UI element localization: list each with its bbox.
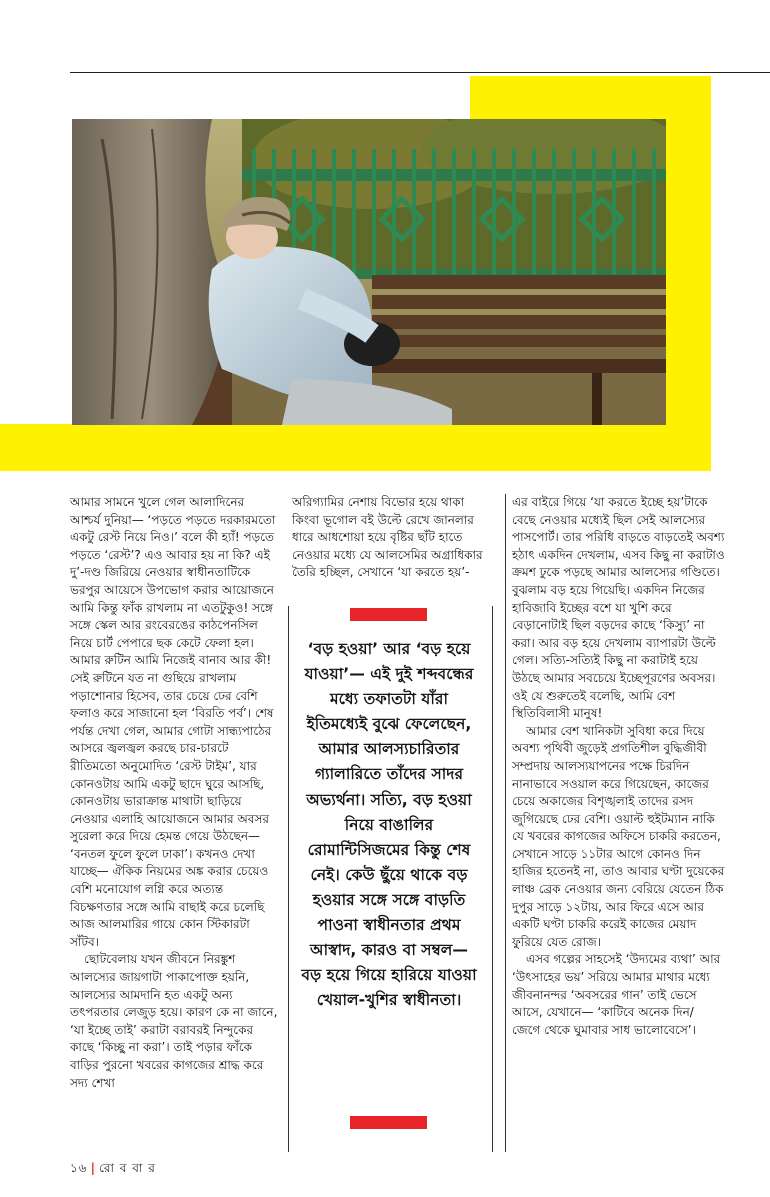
header-rule (70, 72, 770, 73)
paragraph: এর বাইরে গিয়ে ‘যা করতে ইচ্ছে হয়’টাকে বেছে নেওয়ার মধ্যেই ছিল সেই আলস্যের পাসপোর্ট। তার পরিধি বাড়তে বাড়তেই অবশ্য হঠাৎ একদিন দেখলাম, এসব কিছু না করাটাও ক্রমশ ঢুকে পড়ছে আমার আলস্যের গণ্ডিতে। বুঝলাম বড় হয়ে গিয়েছি। একদিন নিজের হাবিজাবি ইচ্ছের বশে যা খুশি করে বেড়ানোটাই ছিল বড়দের কাছে ‘কিস্যু’ না করা। আর বড় হয়ে দেখলাম ব্যাপারটা উল্টে গেল। সত্যি-সত্যিই কিছু না করাটাই হয়ে উঠছে আমার সবচেয়ে ইচ্ছেপূরণের অবসর। ওই যে শুরুতেই বলেছি, আমি বেশ স্থিতিবিলাসী মানুষ! (512, 495, 725, 721)
section-name: রো ব বা র (98, 1161, 156, 1175)
pull-quote: ‘বড় হওয়া’ আর ‘বড় হয়ে যাওয়া’— এই দুই শব্দবন্ধের মধ্যে তফাতটা যাঁরা ইতিমধ্যেই বুঝে ফেলেছেন, আমার আলস্যচারিতার গ্যালারিতে তাঁদের সাদর অভ্যর্থনা। সত্যি, বড় হওয়া নিয়ে বাঙালির রোমান্টিসিজমের কিন্তু শেষ নেই। কেউ ছুঁয়ে থাকে বড় হওয়ার সঙ্গে সঙ্গে বাড়তি পাওনা স্বাধীনতার প্রথম আস্বাদ, কারও বা সম্বল— বড় হয়ে গিয়ে হারিয়ে যাওয়া খেয়াল-খুশির স্বাধীনতা। (301, 640, 477, 1010)
article-column-2 (292, 494, 488, 582)
pull-quote-red-bar-bottom (350, 1116, 427, 1129)
pull-quote-red-bar-top (350, 608, 427, 621)
paragraph: ছোটবেলায় যখন জীবনে নিরঙ্কুশ আলস্যের জায়গাটা পাকাপোক্ত হয়নি, আলস্যের আমদানি হত একটু অন্য তৎপরতার লেজুড় হয়ে। কারণ কে না জানে, ‘যা ইচ্ছে তাই’ করাটা বরাবরই নিন্দুকের কাছে ‘কিচ্ছু না করা’। তাই পড়ার ফাঁকে বাড়ির পুরনো খবরের কাগজের শ্রাদ্ধ করে সদ্য শেখা (70, 952, 278, 1090)
paragraph: অরিগ্যামির নেশায় বিভোর হয়ে থাকা কিংবা ভূগোল বই উল্টে রেখে জানলার ধারে আধশোয়া হয়ে বৃষ্টির ছাঁট হাতে নেওয়ার মধ্যে যে আলসেমির অগ্রাধিকার তৈরি হচ্ছিল, সেখানে ‘যা করতে হয়’- (292, 495, 483, 580)
page-number: ১৬ (70, 1161, 88, 1175)
paragraph: এসব গল্পের সাহসেই ‘উদ্যমের ব্যথা’ আর ‘উৎসাহের ভয়’ সরিয়ে আমার মাথার মধ্যে জীবনানন্দর ‘অবসরের গান’ তাই ভেসে আসে, যেখানে— ‘কাটিবে অনেক দিন/ জেগে থেকে ঘুমাবার সাধ ভালোবেসে’। (512, 952, 721, 1037)
column-divider (505, 494, 506, 1152)
feature-photo (72, 119, 666, 425)
article-column-1 (70, 494, 278, 1092)
article-column-3 (512, 494, 725, 1039)
paragraph: আমার সামনে খুলে গেল আলাদিনের আশ্চর্য দুনিয়া— ‘পড়তে পড়তে দরকারমতো একটু রেস্ট নিয়ে নিও।’ বলে কী হ্যাঁ! পড়তে পড়তে ‘রেস্ট’? এও আবার হয় না কি? এই দু’-দণ্ড জিরিয়ে নেওয়ার স্বাধীনতাটিকে ভরপুর আয়েসে উপভোগ করার আয়োজনে আমি কিন্তু ফাঁক রাখলাম না এতটুকুও! সঙ্গে সঙ্গে স্কেল আর রংবেরঙের কাঠপেনসিল নিয়ে চার্ট পেপারে ছক কেটে ফেলা হল। আমার রুটিন আমি নিজেই বানাব আর কী! সেই রুটিনে যত না গুছিয়ে রাখলাম পড়াশোনার হিসেব, তার চেয়ে ঢের বেশি ফলাও করে সাজানো হল ‘বিরতি পর্ব’। শেষ পর্যন্ত দেখা গেল, আমার গোটা সান্ধ্যপাঠের আসরে জ্বলজ্বল করছে চার-চারটে রীতিমতো অনুমোদিত ‘রেস্ট টাইম’, যার কোনওটায় আমি একটু ছাদে ঘুরে আসছি, কোনওটায় ভারাক্রান্ত মাথাটা ছাড়িয়ে নেওয়ার এলাহি আয়োজনে আমার অবসর সুরেলা করে দিয়ে হেমন্ত গেয়ে উঠছেন— ‘বনতল ফুলে ফুলে ঢাকা’। কখনও দেখা যাচ্ছে— ঐকিক নিয়মের অঙ্ক করার চেয়েও বেশি মনোযোগ লগ্নি করে অত্যন্ত বিচক্ষণতার সঙ্গে আমি বাছাই করে চলেছি আজ আলমারির গায়ে কোন স্টিকারটা সাঁটব। (70, 495, 276, 949)
yellow-frame-right (666, 76, 711, 471)
footer-separator: | (90, 1161, 96, 1175)
paragraph: আমার বেশ খানিকটা সুবিধা করে দিয়ে অবশ্য পৃথিবী জুড়েই প্রগতিশীল বুদ্ধিজীবী সম্প্রদায় আলস্যযাপনের পক্ষে চিরদিন নানাভাবে সওয়াল করে গিয়েছেন, কাজের চেয়ে অকাজের বিশৃঙ্খলাই তাদের রসদ জুগিয়েছে ঢের বেশি। ওয়াল্ট হুইটম্যান নাকি যে খবরের কাগজের অফিসে চাকরি করতেন, সেখানে সাড়ে ১১টার আগে কোনও দিন হাজির হতেনই না, তাও আবার ঘণ্টা দুয়েকের লাঞ্চ ব্রেক নেওয়ার জন্য বেরিয়ে যেতেন ঠিক দুপুর সাড়ে ১২টায়, আর ফিরে এসে আর একটি ঘণ্টা চাকরি করেই কাজের মেয়াদ ফুরিয়ে যেত রোজ। (512, 723, 725, 949)
yellow-frame-bottom (0, 424, 711, 471)
pull-quote-right-rule (492, 606, 493, 1152)
pull-quote-left-rule (288, 606, 289, 1152)
page-footer (70, 1160, 156, 1180)
